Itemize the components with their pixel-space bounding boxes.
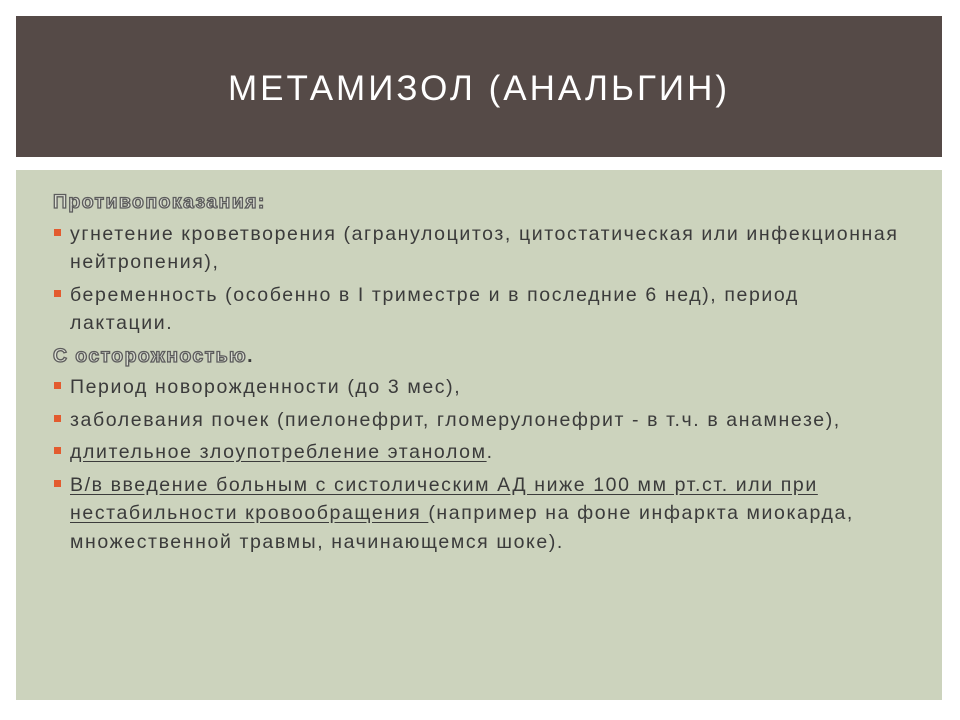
slide-title: МЕТАМИЗОЛ (АНАЛЬГИН) [227, 68, 730, 108]
square-bullet-icon [54, 480, 61, 487]
contraindications-heading [53, 188, 903, 217]
content-text [53, 188, 903, 560]
list-item [53, 406, 903, 435]
caution-heading-text: С осторожностью [53, 344, 248, 367]
list-item-text: заболевания почек (пиелонефрит, гломерулонефрит - в т.ч. в анамнезе), [70, 408, 841, 431]
list-item-text-suffix: . [486, 441, 494, 463]
list-item [53, 373, 903, 402]
caution-heading-dot: . [247, 344, 254, 367]
list-item-text-underlined: В/в введение больным с систолическим АД ниже 100 мм рт.ст. или при нестабильности кровообращения [70, 473, 818, 524]
square-bullet-icon [54, 229, 61, 236]
list-item-text: Период новорожденности (до 3 мес), [70, 376, 462, 398]
list-item [53, 438, 903, 467]
list-item-text: (например на фоне инфаркта миокарда, множественной травмы, начинающемся шоке). [70, 502, 854, 553]
title-bar [16, 16, 942, 157]
list-item-text-underlined: длительное злоупотребление этанолом [70, 441, 487, 463]
list-item [53, 471, 903, 557]
square-bullet-icon [54, 290, 61, 297]
content-box [16, 170, 942, 700]
square-bullet-icon [54, 415, 61, 422]
list-item-text: угнетение кроветворения (агранулоцитоз, цитостатическая или инфекционная нейтропения), [70, 222, 899, 273]
square-bullet-icon [54, 382, 61, 389]
contraindications-heading-text: Противопоказания: [53, 191, 266, 213]
list-item-text: беременность (особенно в I триместре и в последние 6 нед), период лактации. [70, 283, 799, 334]
caution-heading [53, 342, 903, 371]
list-item [53, 281, 903, 338]
list-item [53, 220, 903, 277]
square-bullet-icon [54, 447, 61, 454]
